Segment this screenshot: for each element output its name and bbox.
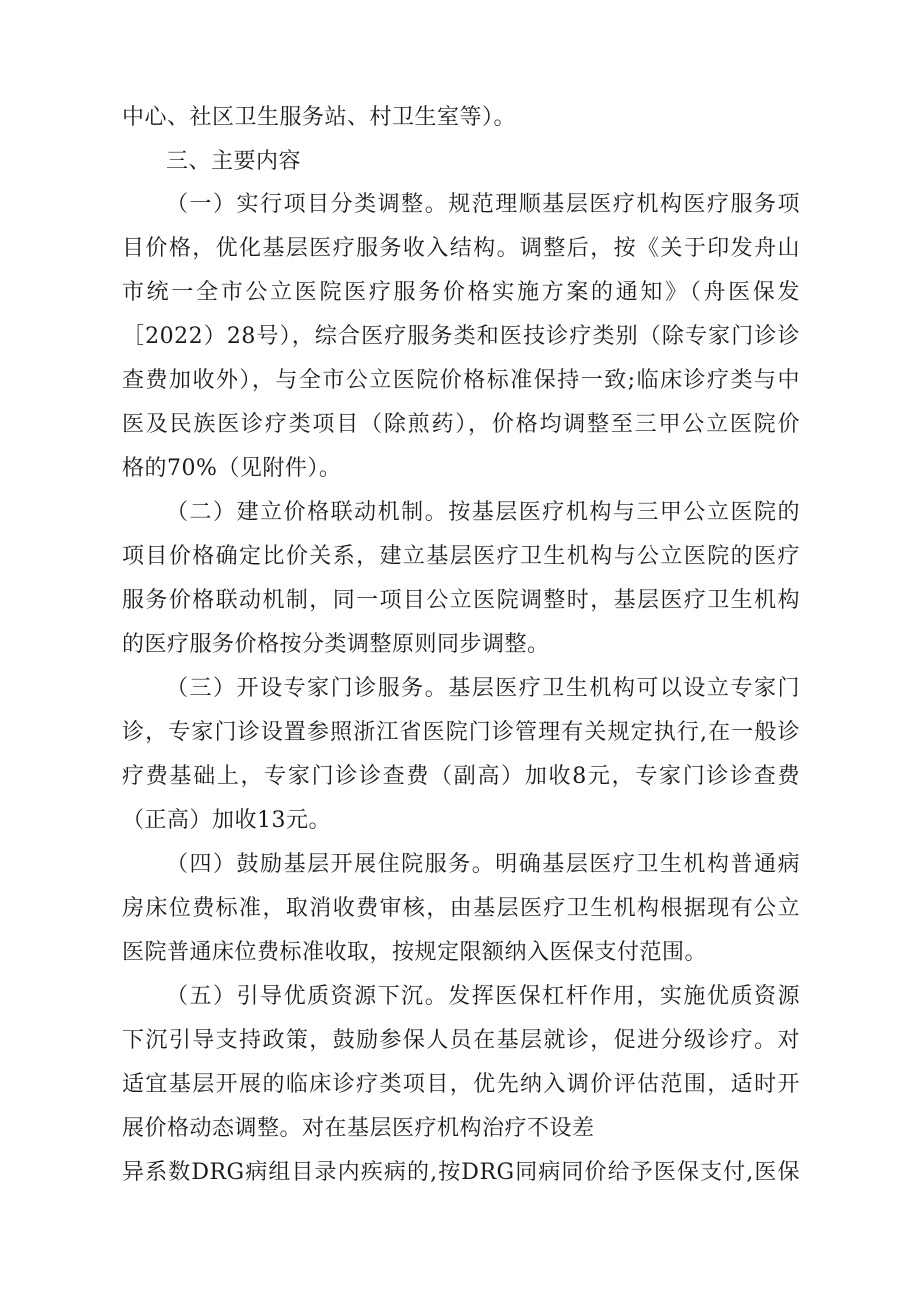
- paragraph-2-line: 服务价格联动机制，同一项目公立医院调整时，基层医疗卫生机构: [122, 588, 800, 613]
- section-heading: 三、主要内容: [166, 149, 302, 174]
- paragraph-4-line: （四）鼓励基层开展住院服务。明确基层医疗卫生机构普通病: [166, 852, 800, 877]
- paragraph-4-line: 医院普通床位费标准收取，按规定限额纳入医保支付范围。: [122, 940, 708, 965]
- paragraph-3-line: 疗费基础上，专家门诊诊查费（副高）加收8元，专家门诊诊查费: [122, 764, 800, 789]
- paragraph-1-line: （一）实行项目分类调整。规范理顺基层医疗机构医疗服务项: [166, 192, 800, 217]
- paragraph-2-line: （二）建立价格联动机制。按基层医疗机构与三甲公立医院的: [166, 500, 800, 525]
- paragraph-1-line: 格的70%（见附件）。: [122, 456, 342, 481]
- paragraph-1-line: 市统一全市公立医院医疗服务价格实施方案的通知》（舟医保发: [122, 280, 800, 305]
- text-line: 中心、社区卫生服务站、村卫生室等）。: [122, 105, 517, 130]
- paragraph-5-line: （五）引导优质资源下沉。发挥医保杠杆作用，实施优质资源: [166, 984, 800, 1009]
- paragraph-5-line: 展价格动态调整。对在基层医疗机构治疗不设差: [122, 1116, 595, 1141]
- paragraph-5-line: 下沉引导支持政策，鼓励参保人员在基层就诊，促进分级诊疗。对: [122, 1028, 800, 1053]
- paragraph-3-line: （正高）加收13元。: [122, 808, 331, 833]
- paragraph-4-line: 房床位费标准，取消收费审核，由基层医疗卫生机构根据现有公立: [122, 896, 800, 921]
- paragraph-1-line: 目价格，优化基层医疗服务收入结构。调整后，按《关于印发舟山: [122, 236, 800, 261]
- paragraph-2-line: 的医疗服务价格按分类调整原则同步调整。: [122, 632, 550, 657]
- paragraph-5-line: 异系数DRG病组目录内疾病的,按DRG同病同价给予医保支付,医保: [122, 1160, 800, 1185]
- paragraph-5-line: 适宜基层开展的临床诊疗类项目，优先纳入调价评估范围，适时开: [122, 1072, 800, 1097]
- paragraph-1-line: 查费加收外），与全市公立医院价格标准保持一致;临床诊疗类与中: [122, 368, 800, 393]
- paragraph-2-line: 项目价格确定比价关系，建立基层医疗卫生机构与公立医院的医疗: [122, 544, 800, 569]
- paragraph-1-line: 医及民族医诊疗类项目（除煎药），价格均调整至三甲公立医院价: [122, 412, 800, 437]
- paragraph-1-line: ［2022）28号），综合医疗服务类和医技诊疗类别（除专家门诊诊: [122, 324, 800, 349]
- paragraph-3-line: （三）开设专家门诊服务。基层医疗卫生机构可以设立专家门: [166, 676, 800, 701]
- paragraph-3-line: 诊，专家门诊设置参照浙江省医院门诊管理有关规定执行,在一般诊: [122, 720, 800, 745]
